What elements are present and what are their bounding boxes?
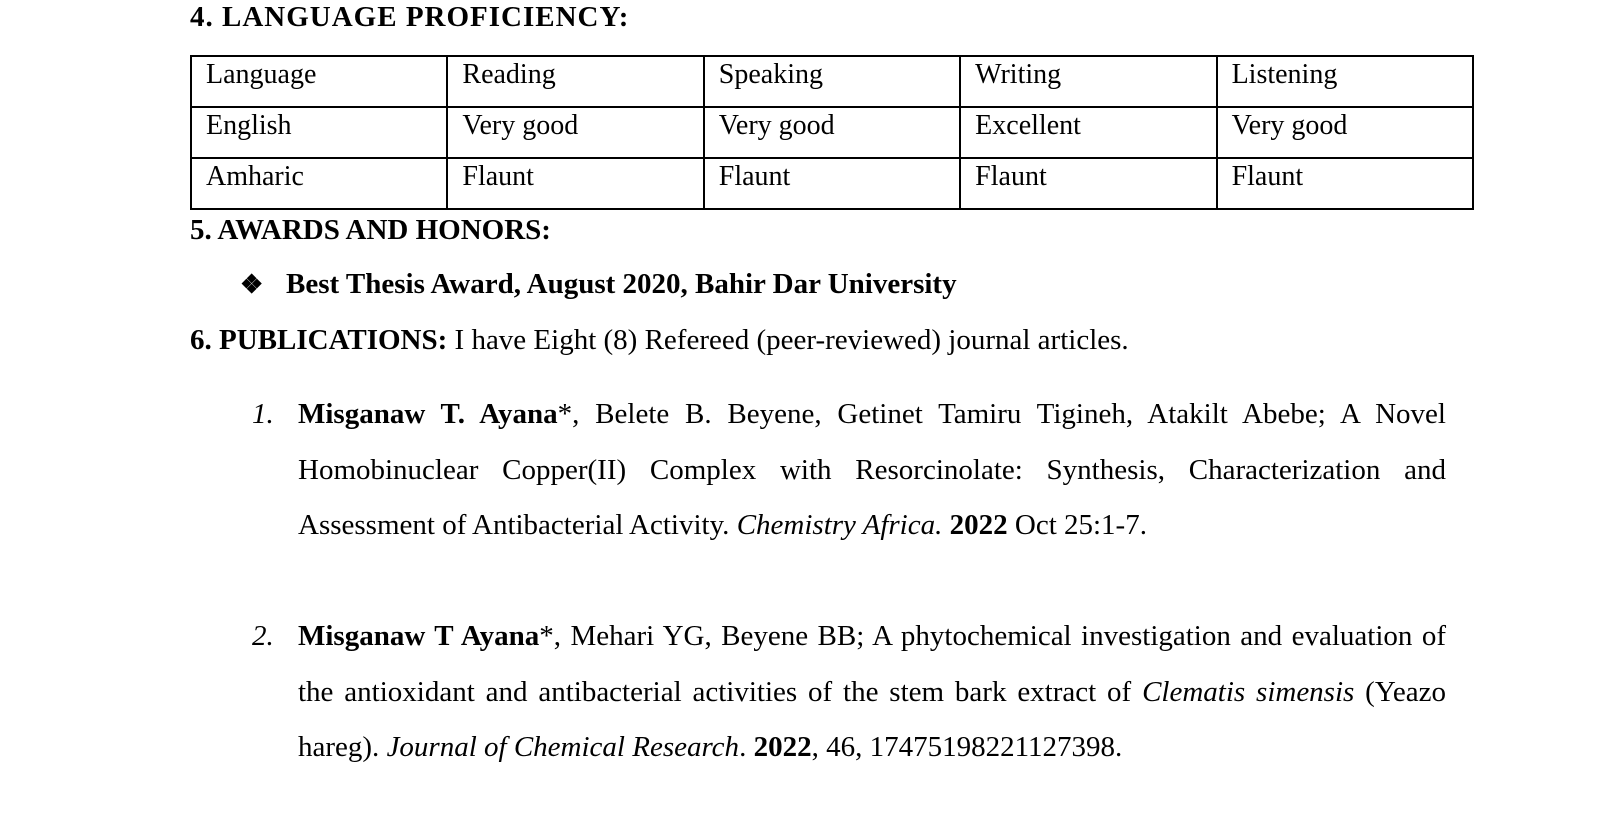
table-row xyxy=(191,107,1473,158)
citation-tail: Oct 25:1-7. xyxy=(1007,509,1147,541)
publication-author: Misganaw T. Ayana xyxy=(298,398,558,430)
citation-separator xyxy=(942,509,949,541)
table-cell: Flaunt xyxy=(960,158,1216,209)
table-cell: Excellent xyxy=(960,107,1216,158)
awards-heading: 5. AWARDS AND HONORS: xyxy=(190,214,551,246)
publications-title: 6. PUBLICATIONS: xyxy=(190,324,448,356)
citation-text: , Mehari YG, Beyene BB; A phytochemical investigation and evaluation of the antioxidant and antibacterial activities of the stem bark extract of xyxy=(298,620,1446,708)
publication-year: 2022 xyxy=(949,509,1008,541)
language-proficiency-heading: 4. LANGUAGE PROFICIENCY: xyxy=(190,1,630,33)
table-row xyxy=(191,158,1473,209)
table-cell: Amharic xyxy=(191,158,447,209)
table-cell: Flaunt xyxy=(447,158,703,209)
publication-item xyxy=(252,387,1446,554)
table-header-cell: Reading xyxy=(447,56,703,107)
table-cell: Very good xyxy=(447,107,703,158)
publication-citation xyxy=(298,387,1446,554)
citation-text: Belete B. Beyene, Getinet Tamiru Tigineh, Atakilt Abebe; A Novel Homobinuclear Copper(II) Complex with Resorcinolate: Synthesis, Characterization and Assessment of Antibacterial Activity. xyxy=(298,398,1446,541)
table-header-row xyxy=(191,56,1473,107)
publication-citation xyxy=(298,609,1446,776)
table-header-cell: Speaking xyxy=(704,56,960,107)
award-text: Best Thesis Award, August 2020, Bahir Dar University xyxy=(286,268,957,300)
publication-number: 1. xyxy=(252,398,274,430)
author-mark: *, xyxy=(557,398,580,430)
citation-tail: , 46, 17475198221127398. xyxy=(811,731,1123,763)
table-cell: Very good xyxy=(704,107,960,158)
species-name: Clematis simensis xyxy=(1142,675,1355,708)
journal-name: Chemistry Africa. xyxy=(736,509,943,541)
citation-text-2: (Yeazo hareg). xyxy=(298,675,1446,763)
citation-separator: . xyxy=(739,731,754,763)
language-proficiency-table xyxy=(190,55,1474,210)
publications-heading xyxy=(190,324,1129,357)
author-mark: * xyxy=(539,620,554,652)
table-header-cell: Listening xyxy=(1217,56,1473,107)
table-header-cell: Language xyxy=(191,56,447,107)
table-header-cell: Writing xyxy=(960,56,1216,107)
publication-number: 2. xyxy=(252,620,274,652)
table-cell: English xyxy=(191,107,447,158)
table-cell: Flaunt xyxy=(1217,158,1473,209)
publication-item xyxy=(252,609,1446,776)
diamond-bullet-icon: ❖ xyxy=(240,270,264,299)
publication-author: Misganaw T Ayana xyxy=(298,620,540,652)
table-cell: Flaunt xyxy=(704,158,960,209)
award-item xyxy=(240,268,957,301)
publication-year: 2022 xyxy=(753,731,812,763)
journal-name: Journal of Chemical Research xyxy=(386,731,740,763)
table-cell: Very good xyxy=(1217,107,1473,158)
publications-description: I have Eight (8) Refereed (peer-reviewed) journal articles. xyxy=(447,324,1129,356)
